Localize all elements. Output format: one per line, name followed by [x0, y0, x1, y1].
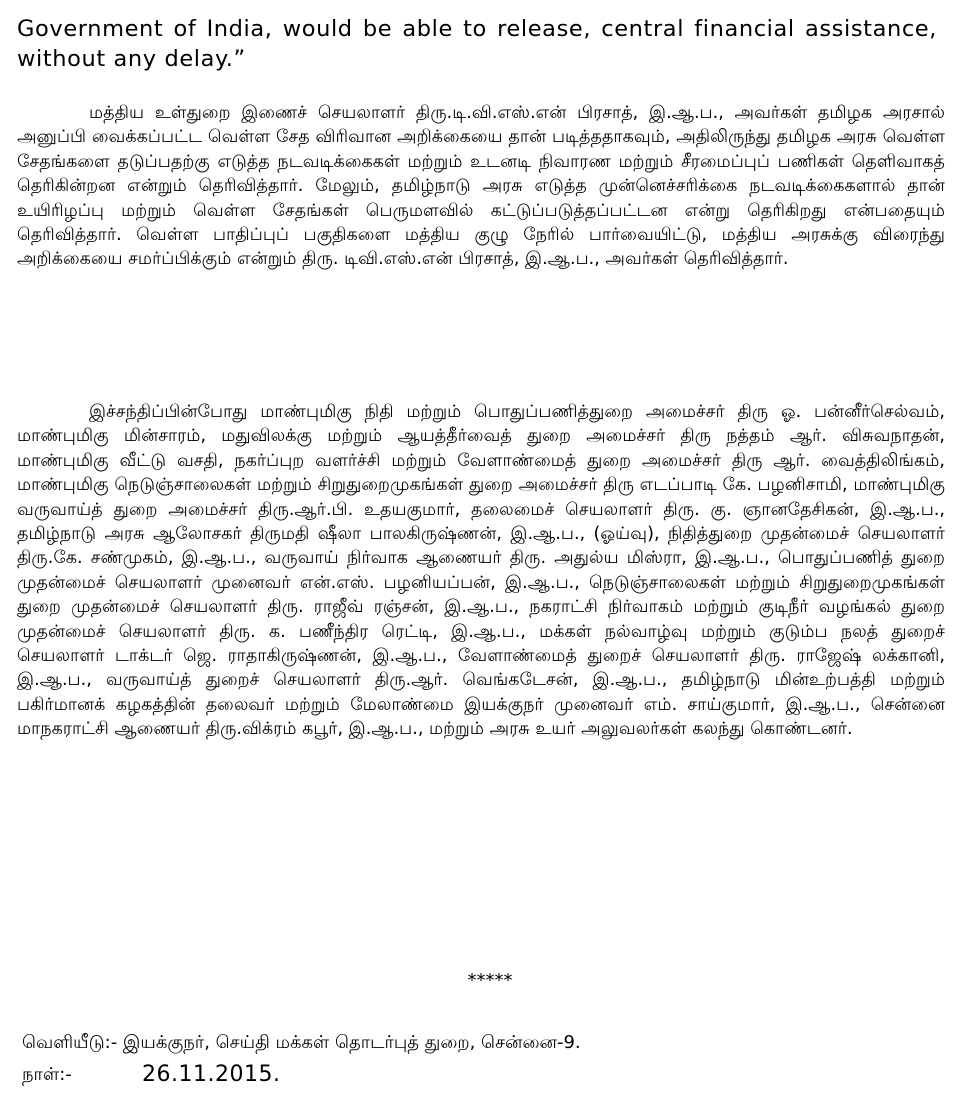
date-value: 26.11.2015.	[142, 1062, 281, 1087]
date-label: நாள்:-	[22, 1064, 72, 1085]
paragraph-central-team-statement: மத்திய உள்துறை இணைச் செயலாளர் திரு.டி.வி.எஸ்.என் பிரசாத், இ.ஆ.ப., அவர்கள் தமிழக அரசால் அனுப்பி வைக்கப்பட்ட வெள்ள சேத விரிவான அறிக்கையை தான் படித்ததாகவும், அதிலிருந்து தமிழக அரசு வெள்ள சேதங்களை தடுப்பதற்கு எடுத்த நடவடிக்கைகள் மற்றும் உடனடி நிவாரண மற்றும் சீரமைப்புப் பணிகள் தெளிவாகத் தெரிகின்றன என்றும் தெரிவித்தார். மேலும், தமிழ்நாடு அரசு எடுத்த முன்னெச்சரிக்கை நடவடிக்கைகளால் தான் உயிரிழப்பு மற்றும் வெள்ள சேதங்கள் பெருமளவில் கட்டுப்படுத்தப்பட்டன என்று தெரிகிறது என்பதையும் தெரிவித்தார். வெள்ள பாதிப்புப் பகுதிகளை மத்திய குழு நேரில் பார்வையிட்டு, மத்திய அரசுக்கு விரைந்து அறிக்கையை சமர்ப்பிக்கும் என்றும் திரு. டிவி.எஸ்.என் பிரசாத், இ.ஆ.ப., அவர்கள் தெரிவித்தார்.	[17, 103, 945, 270]
paragraph-attendees: இச்சந்திப்பின்போது மாண்புமிகு நிதி மற்றும் பொதுப்பணித்துறை அமைச்சர் திரு ஓ. பன்னீர்செல்வம், மாண்புமிகு மின்சாரம், மதுவிலக்கு மற்றும் ஆயத்தீர்வைத் துறை அமைச்சர் திரு நத்தம் ஆர். விசுவநாதன், மாண்புமிகு வீட்டு வசதி, நகர்ப்புற வளர்ச்சி மற்றும் வேளாண்மைத் துறை அமைச்சர் திரு ஆர். வைத்திலிங்கம், மாண்புமிகு நெடுஞ்சாலைகள் மற்றும் சிறுதுறைமுகங்கள் துறை அமைச்சர் திரு எடப்பாடி கே. பழனிசாமி, மாண்புமிகு வருவாய்த் துறை அமைச்சர் திரு.ஆர்.பி. உதயகுமார், தலைமைச் செயலாளர் திரு. கு. ஞானதேசிகன், இ.ஆ.ப., தமிழ்நாடு அரசு ஆலோசகர் திருமதி ஷீலா பாலகிருஷ்ணன், இ.ஆ.ப., (ஓய்வு), நிதித்துறை முதன்மைச் செயலாளர் திரு.கே. சண்முகம், இ.ஆ.ப., வருவாய் நிர்வாக ஆணையர் திரு. அதுல்ய மிஸ்ரா, இ.ஆ.ப., பொதுப்பணித் துறை முதன்மைச் செயலாளர் முனைவர் என்.எஸ். பழனியப்பன், இ.ஆ.ப., நெடுஞ்சாலைகள் மற்றும் சிறுதுறைமுகங்கள் துறை முதன்மைச் செயலாளர் திரு. ராஜீவ் ரஞ்சன், இ.ஆ.ப., நகராட்சி நிர்வாகம் மற்றும் குடிநீர் வழங்கல் துறை முதன்மைச் செயலாளர் திரு. க. பணீந்திர ரெட்டி, இ.ஆ.ப., மக்கள் நல்வாழ்வு மற்றும் குடும்ப நலத் துறைச் செயலாளர் டாக்டர் ஜெ. ராதாகிருஷ்ணன், இ.ஆ.ப., வேளாண்மைத் துறைச் செயலாளர் திரு. ராஜேஷ் லக்கானி, இ.ஆ.ப., வருவாய்த் துறைச் செயலாளர் திரு.ஆர். வெங்கடேசன், இ.ஆ.ப., தமிழ்நாடு மின்உற்பத்தி மற்றும் பகிர்மானக் கழகத்தின் தலைவர் மற்றும் மேலாண்மை இயக்குநர் முனைவர் எம். சாய்குமார், இ.ஆ.ப., சென்னை மாநகராட்சி ஆணையர் திரு.விக்ரம் கபூர், இ.ஆ.ப., மற்றும் அரசு உயர் அலுவலர்கள் கலந்து கொண்டனர்.	[17, 402, 945, 740]
section-separator: *****	[467, 970, 513, 991]
date-line	[22, 1062, 281, 1088]
english-quote-text: Government of India, would be able to release, central financial assistance, without any delay.”	[17, 16, 937, 72]
release-line: வெளியீடு:- இயக்குநர், செய்தி மக்கள் தொடர்புத் துறை, சென்னை-9.	[22, 1032, 581, 1053]
